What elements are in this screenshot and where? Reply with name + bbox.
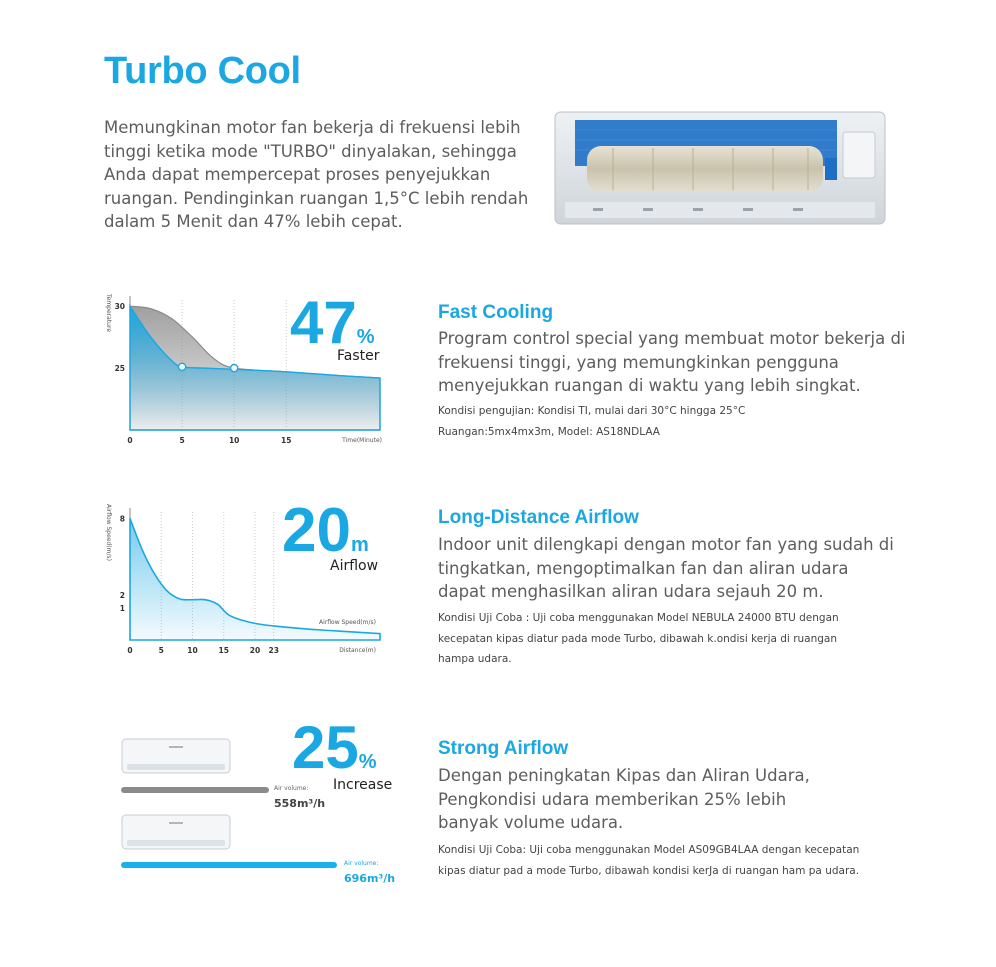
feature-title: Long-Distance Airflow xyxy=(438,507,639,528)
data-point-marker xyxy=(231,364,238,371)
y-axis-label: Temperature xyxy=(105,294,112,333)
test-condition-note xyxy=(438,608,839,670)
note-line: Ruangan:5mx4mx3m, Model: AS18NDLAA xyxy=(438,425,660,438)
stat-value: 47 xyxy=(290,289,357,356)
stat-unit: % xyxy=(358,751,377,773)
note-line: kipas diatur pad a mode Turbo, dibawah kondisi kerJa di ruangan ham pa udara. xyxy=(438,864,860,877)
stat-block xyxy=(292,714,377,781)
air-volume-value: 558m³/h xyxy=(274,797,326,810)
x-tick-label: 15 xyxy=(218,646,229,655)
x-tick-label: 0 xyxy=(127,436,133,445)
page-title: Turbo Cool xyxy=(104,50,301,92)
air-conditioner-turbo-image xyxy=(121,814,231,852)
stat-unit: % xyxy=(356,326,375,348)
x-tick-label: 20 xyxy=(249,646,261,655)
stat-caption: Increase xyxy=(333,777,393,793)
note-line: kecepatan kipas diatur pada mode Turbo, dibawah k.ondisi kerja di ruangan xyxy=(438,632,838,645)
series-label: Airflow Speed(m/s) xyxy=(319,619,376,626)
air-volume-label: Air volume: xyxy=(344,860,379,867)
x-axis-label: Time(Minute) xyxy=(342,437,382,444)
x-tick-label: 5 xyxy=(179,436,185,445)
air-volume-value: 696m³/h xyxy=(344,872,396,885)
test-condition-note xyxy=(438,840,859,881)
note-line: Kondisi Uji Coba: Uji coba menggunakan Model AS09GB4LAA dengan kecepatan xyxy=(438,844,860,856)
stat-block xyxy=(290,289,375,356)
y-tick-label: 25 xyxy=(114,364,125,374)
note-line: hampa udara. xyxy=(438,653,512,665)
feature-description: Dengan peningkatan Kipas dan Aliran Udara, Pengkondisi udara memberikan 25% lebih banyak volume udara. xyxy=(438,766,810,832)
stat-caption: Airflow xyxy=(330,558,379,574)
y-tick-label: 30 xyxy=(114,302,125,312)
feature-title: Fast Cooling xyxy=(438,302,554,323)
x-tick-label: 0 xyxy=(127,646,133,655)
x-tick-label: 15 xyxy=(281,436,292,445)
y-tick-label: 8 xyxy=(119,514,125,524)
y-tick-label: 1 xyxy=(119,604,125,613)
x-tick-label: 5 xyxy=(158,646,164,655)
air-conditioner-image xyxy=(553,110,887,228)
note-line: Kondisi Uji Coba : Uji coba menggunakan Model NEBULA 24000 BTU dengan xyxy=(438,612,839,624)
x-tick-label: 23 xyxy=(268,646,279,655)
x-axis-label: Distance(m) xyxy=(339,647,376,654)
x-tick-label: 10 xyxy=(187,646,198,655)
test-condition-note xyxy=(438,401,745,442)
feature-description: Indoor unit dilengkapi dengan motor fan yang sudah di tingkatkan, mengoptimalkan fan dan aliran udara dapat menghasilkan aliran udara sejauh 20 m. xyxy=(438,535,894,601)
y-tick-label: 2 xyxy=(119,591,125,601)
data-point-marker xyxy=(178,363,185,370)
intro-text: Memungkinan motor fan bekerja di frekuensi lebih tinggi ketika mode "TURBO" dinyalakan, sehingga Anda dapat mempercepat proses penyejukkan ruangan. Pendinginkan ruangan 1,5°C lebih rendah dalam 5 Menit dan 47% lebih cepat. xyxy=(104,118,529,231)
note-line: Kondisi pengujian: Kondisi TI, mulai dari 30°C hingga 25°C xyxy=(438,405,746,417)
stat-value: 20 xyxy=(282,496,351,565)
air-volume-bar-turbo xyxy=(121,862,337,868)
stat-unit: m xyxy=(350,534,369,556)
feature-description: Program control special yang membuat motor bekerja di frekuensi tinggi, yang memungkinkan pengguna menyejukkan ruangan di waktu yang lebih singkat. xyxy=(438,329,906,395)
air-conditioner-standard-image xyxy=(121,738,231,776)
stat-value: 25 xyxy=(292,714,359,781)
x-tick-label: 10 xyxy=(228,436,240,445)
stat-caption: Faster xyxy=(337,348,380,364)
feature-title: Strong Airflow xyxy=(438,738,569,759)
air-volume-bar-standard xyxy=(121,787,269,793)
air-volume-label: Air volume: xyxy=(274,785,309,792)
stat-block xyxy=(282,496,369,565)
y-axis-label: Airflow Speed(m/s) xyxy=(105,504,112,561)
